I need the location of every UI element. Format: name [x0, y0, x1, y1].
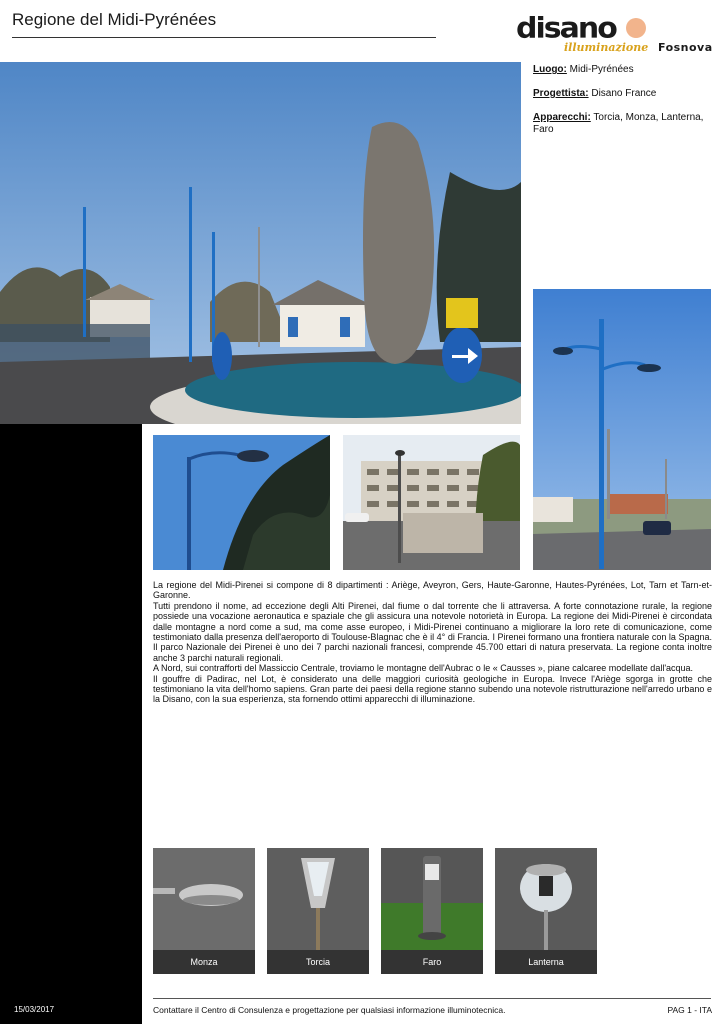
description-paragraph: Tutti prendono il nome, ad eccezione degli Alti Pirenei, dal fiume o dal torrente che li attraversa. A forte connotazione rurale, la regione possiede una vocazione aeronautica e spaziale che gli assicura una notevole notorietà in Europa. La regione dei Midi-Pirenei è circondata dalle montagne a nord come a sud, ma come asse europeo, i Midi-Pirenei continuano a migliorare la loro rete di comunicazione, come testimoniato dalla presenza dell'aeroporto di Toulouse-Blagnac che è il 4° di Francia. I Pirenei formano una frontiera naturale con la Spagna. Il parco Nazionale dei Pirenei è uno dei 7 parchi nazionali francesi, comprende 45.700 ettari di natura preservata. La regione conta inoltre anche 3 parchi naturali regionali.: [153, 600, 712, 663]
lanterna-luminaire-icon: [495, 848, 597, 950]
logo-brand: disano: [516, 11, 616, 46]
product-label: Monza: [153, 950, 255, 974]
photo-double-arm-pole: [533, 289, 711, 570]
footer-date: 15/03/2017: [14, 1005, 55, 1014]
project-description: [153, 580, 712, 705]
photo-apartment-street: [343, 435, 520, 570]
product-label: Faro: [381, 950, 483, 974]
info-designer: [533, 88, 713, 100]
page-title: Regione del Midi-Pyrénées: [12, 10, 217, 29]
product-card-faro: [381, 848, 483, 974]
product-label: Torcia: [267, 950, 369, 974]
designer-label: Progettista:: [533, 88, 589, 99]
fixtures-value: Torcia, Monza, Lanterna, Faro: [533, 112, 704, 135]
designer-value: Disano France: [591, 88, 657, 99]
description-paragraph: La regione del Midi-Pirenei si compone di 8 dipartimenti : Ariège, Aveyron, Gers, Haute-Garonne, Hautes-Pyrénées, Lot, Tarn et Tarn-et-Garonne.: [153, 580, 712, 601]
product-label: Lanterna: [495, 950, 597, 974]
photo-pole-tree: [153, 435, 330, 570]
product-card-monza: [153, 848, 255, 974]
logo-subbrand: illuminazione: [564, 41, 649, 54]
page-number: PAG 1 - ITA: [667, 1005, 712, 1015]
footer-divider: [153, 998, 711, 999]
main-photo-roundabout: [0, 62, 521, 424]
info-location: [533, 64, 713, 76]
location-label: Luogo:: [533, 64, 567, 75]
location-value: Midi-Pyrénées: [569, 64, 634, 75]
product-card-lanterna: [495, 848, 597, 974]
info-fixtures: [533, 112, 713, 136]
product-card-torcia: [267, 848, 369, 974]
monza-luminaire-icon: [153, 848, 255, 950]
footer-contact-text: Contattare il Centro di Consulenza e progettazione per qualsiasi informazione illuminotecnica.: [153, 1005, 506, 1015]
fixtures-label: Apparecchi:: [533, 112, 591, 123]
sidebar-block: [0, 424, 142, 1024]
description-paragraph: Il gouffre di Padirac, nel Lot, è considerato una delle maggiori curiosità geologiche in Europa. Invece l'Ariège sgorga in grotte che testimoniano la vita dell'homo sapiens. Gran parte dei paesi della regione stanno subendo una notevole ristrutturazione nell'arredo urbano e la Disano, con la sua esperienza, sta fornendo ottimi apparecchi di illuminazione.: [153, 673, 712, 705]
description-paragraph: A Nord, sui contrafforti del Massiccio Centrale, troviamo le montagne dell'Aubrac o le « Causses », piane calcaree modellate dall'acqua.: [153, 663, 694, 674]
logo-dot-icon: [626, 18, 646, 38]
title-divider: [12, 37, 436, 38]
torcia-luminaire-icon: [267, 848, 369, 950]
faro-bollard-icon: [381, 848, 483, 950]
company-logo: [516, 11, 714, 56]
logo-partner: Fosnova: [658, 41, 713, 54]
